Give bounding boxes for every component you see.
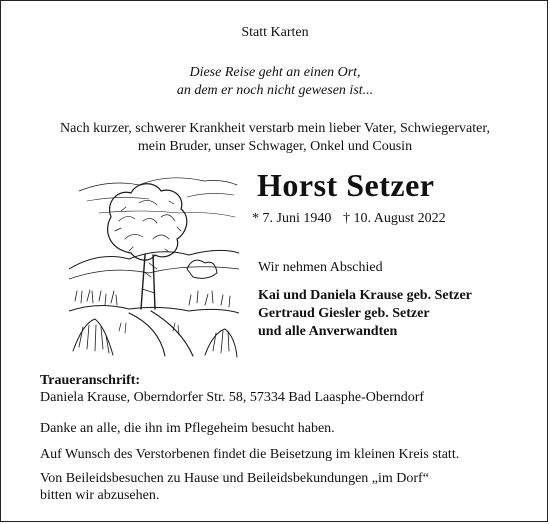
birth-date: * 7. Juni 1940 (252, 211, 332, 226)
address-label: Traueranschrift: (40, 373, 141, 388)
mourner-line-1: Kai und Daniela Krause geb. Setzer (258, 288, 472, 303)
condolence-note-line-2: bitten wir abzusehen. (40, 488, 160, 503)
farewell-intro: Wir nehmen Abschied (258, 260, 383, 275)
address-text: Daniela Krause, Oberndorfer Str. 58, 57334 Bad Laasphe-Oberndorf (40, 390, 425, 405)
thanks-note: Danke an alle, die ihn im Pflegeheim besucht haben. (40, 421, 335, 436)
mourner-line-2: Gertraud Giesler geb. Setzer (258, 306, 430, 321)
burial-note: Auf Wunsch des Verstorbenen findet die Beisetzung im kleinen Kreis statt. (40, 447, 460, 462)
condolence-note-line-1: Von Beileidsbesuchen zu Hause und Beileidsbekundungen „im Dorf“ (40, 471, 429, 486)
intro-line-2: mein Bruder, unser Schwager, Onkel und Cousin (137, 139, 413, 154)
poem-line-1: Diese Reise geht an einen Ort, (189, 65, 361, 80)
mourner-line-3: und alle Anverwandten (258, 324, 398, 339)
deceased-name: Horst Setzer (257, 167, 435, 203)
header-text: Statt Karten (241, 25, 309, 40)
intro-line-1: Nach kurzer, schwerer Krankheit verstarb mein lieber Vater, Schwiegervater, (60, 121, 490, 136)
tree-landscape-sketch-icon (69, 151, 239, 361)
death-date: † 10. August 2022 (343, 211, 446, 226)
poem-line-2: an dem er noch nicht gewesen ist... (176, 83, 374, 98)
